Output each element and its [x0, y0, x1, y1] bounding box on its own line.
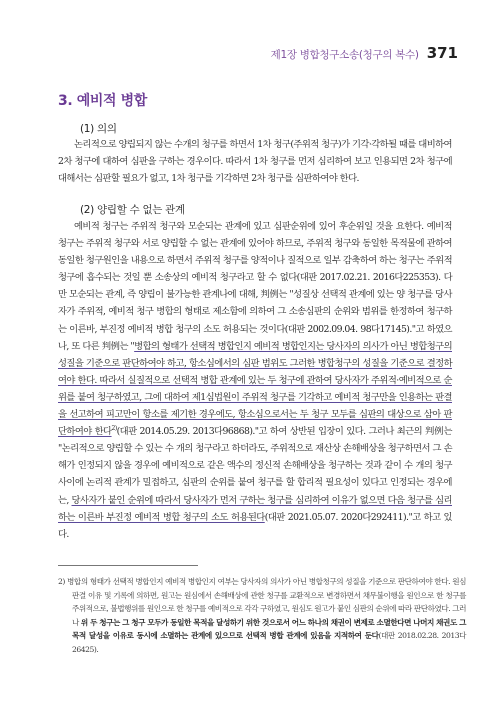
paragraph-incompatible-relation: [58, 218, 452, 543]
footnote-reference[interactable]: 2): [111, 425, 117, 433]
footnote-divider: [58, 565, 198, 566]
footnote-citation: (대판 2018.02.28. 2013다26425).: [72, 631, 466, 654]
body-text: 예비적 청구는 주위적 청구와 모순되는 관계에 있고 심판순위에 있어 후순위일 것을 요한다. 예비적 청구는 주위적 청구와 서로 양립할 수 없는 관계에 있어야 하므로, 주위적 청구와 동일한 목적물에 관하여 동일한 청구원인을 내용으로 하면서 주위적 청구를 양적이나 질적으로 일부 감축하여 하는 청구는 주위적 청구에 흡수되는 것일 뿐 소송상의 예비적 청구라고 할 수 없다(대판 2017.02.21. 2016다225353). 다만 모순되는 관계, 즉 양립이 불가능한 관계나에 대해, 判例는 "성질상 선택적 관계에 있는 양 청구를 당사자가 주위적, 예비적 청구 병합의 형태로 제소함에 의하여 그 소송심판의 순위와 범위를 한정하여 청구하는 이른바, 부진정 예비적 병합 청구의 소도 허용되는 것이다(대판 2002.09.04. 98다17145)."고 하였으나, 또 다른 判例는 ": [58, 221, 452, 352]
page-number: 371: [426, 44, 458, 62]
footnote-text: 병합의 형태가 선택적 병합인지 예비적 병합인지 여부는 당사자의 의사가 아닌 병합청구의 성질을 기준으로 판단하여야 한다. 원심판결 이유 및 기록에 의하면, 원고는 원심에서 손해배상에 관한 청구를 교환적으로 변경하면서 채무불이행을 원인으로 한 청구를 주위적으로, 불법행위를 원인으로 한 청구를 예비적으로 각각 구하였고, 원심도 원고가 붙인 심판의 순위에 따라 판단하였다. 그러나: [67, 577, 466, 627]
underlined-case-quote: 당사자가 붙인 순위에 따라서 당사자가 먼저 구하는 청구를 심리하여 이유가 없으면 다음 청구를 심리하는 이른바 부진정 예비적 병합 청구의 소도 허용된다: [58, 494, 452, 523]
body-text: (대판 2014.05.29. 2013다96868)."고 하여 상반된 입장이 있다. 그러나 최근의 判例는 "논리적으로 양립할 수 있는 수 개의 청구라고 하더라도, 주위적으로 재산상 손해배상을 청구하면서 그 손해가 인정되지 않을 경우에 예비적으로 같은 액수의 정신적 손해배상을 청구하는 것과 같이 수 개의 청구 사이에 논리적 관계가 밀접하고, 심판의 순위를 붙여 청구를 할 합리적 필요성이 있다고 인정되는 경우에는,: [58, 426, 452, 506]
chapter-title: 제1장 병합청구소송(청구의 복수): [270, 49, 419, 61]
underlined-case-quote: 병합의 형태가 선택적 병합인지 예비적 병합인지는 당사자의 의사가 아닌 병합청구의 성질을 기준으로 판단하여야 하고, 항소심에서의 심판 범위도 그러한 병합청구의 성질을 기준으로 결정하여야 한다. 따라서 실질적으로 선택적 병합 관계에 있는 두 청구에 관하여 당사자가 주위적·예비적으로 순위를 붙여 청구하였고, 그에 대하여 제1심법원이 주위적 청구를 기각하고 예비적 청구만을 인용하는 판결을 선고하여 피고만이 항소를 제기한 경우에도, 항소심으로서는 두 청구 모두를 심판의 대상으로 삼아 판단하여야 한다: [58, 340, 452, 438]
footnote-2: [58, 575, 466, 657]
subheading-definition: (1) 의의: [80, 123, 117, 135]
footnote-bold-text: 위 두 청구는 그 청구 모두가 동일한 목적을 달성하기 위한 것으로서 어느 하나의 채권이 변제로 소멸한다면 나머지 채권도 그 목적 달성을 이유로 동시에 소멸하는 관계에 있으므로 선택적 병합 관계에 있음을 지적하여 둔다: [72, 617, 466, 641]
footnote-marker: 2): [58, 577, 65, 586]
section-title: 3. 예비적 병합: [58, 93, 147, 109]
body-text: (대판 2021.05.07. 2020다292411)."고 하고 있다.: [58, 511, 452, 540]
running-header: [271, 44, 458, 62]
subheading-incompatible-relation: (2) 양립할 수 없는 관계: [80, 204, 185, 216]
paragraph-definition: 논리적으로 양립되지 않는 수개의 청구를 하면서 1차 청구(주위적 청구)가 기각·각하될 때를 대비하여 2차 청구에 대하여 심판을 구하는 경우이다. 따라서 1차 청구를 먼저 심리하여 보고 인용되면 2차 청구에 대해서는 심판할 필요가 없고, 1차 청구를 기각하면 2차 청구를 심판하여야 한다.: [58, 139, 452, 185]
